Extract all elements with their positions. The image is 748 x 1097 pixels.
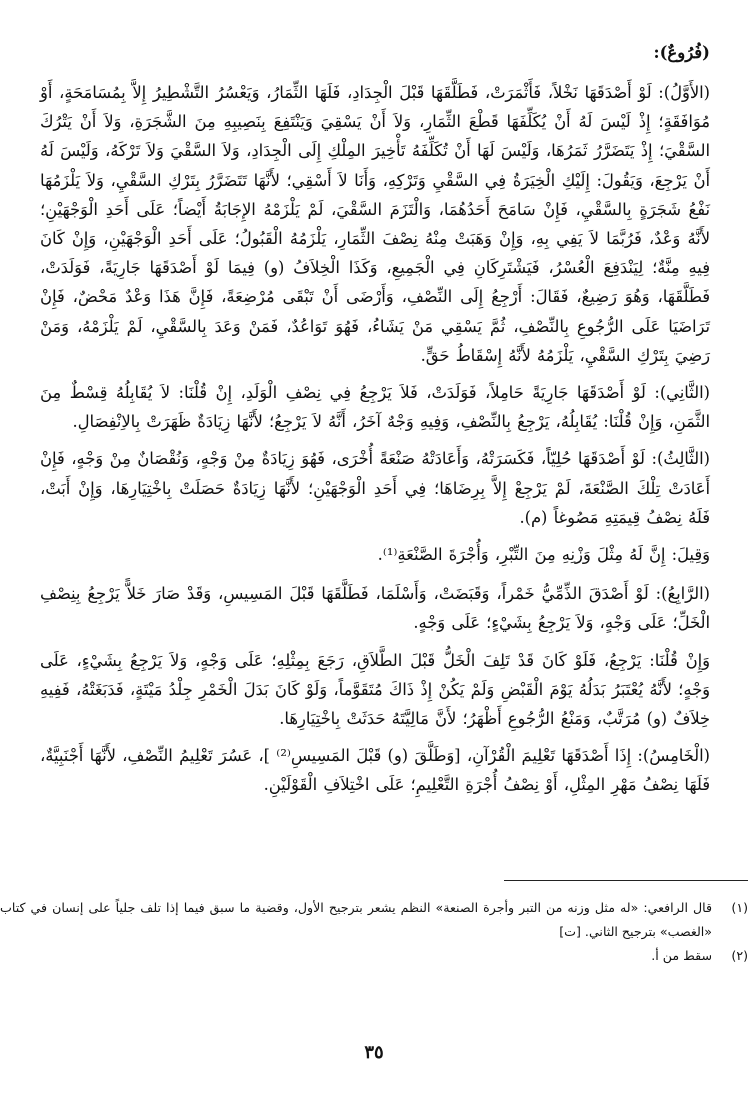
paragraph-third: (الثَّالِثُ): لَوْ أَصْدَقَهَا حُلِيّاً، فَكَسَرَتْهُ، وَأَعَادَتْهُ صَنْعَةً أُخْرَى، فَهُوَ زِيَادَةٌ مِنْ وَجْهٍ، وَنُقْصَانٌ مِنْ وَجْهٍ، فَإِنْ أَعَادَتْ تِلْكَ الصَّنْعَةَ، لَمْ يَرْجِعْ إِلاَّ بِرِضَاهَا؛ فِي أَحَدِ الْوَجْهَيْنِ؛ لأَنَّهَا زِيَادَةٌ حَصَلَتْ بِاخْتِيَارِهَا، وَإِنْ أَبَتْ، فَلَهُ نِصْفُ قِيمَتِهِ مَصُوغاً (م). bbox=[40, 449, 710, 527]
paragraph-third-note: وَقِيلَ: إِنَّ لَهُ مِثْلَ وَزْنِهِ مِنَ التِّبْرِ، وَأُجْرَةَ الصَّنْعَةِ⁽¹⁾. bbox=[377, 545, 710, 565]
footnote-item bbox=[0, 944, 748, 968]
paragraph-fourth-continued: وَإِنْ قُلْنَا: يَرْجِعُ، فَلَوْ كَانَ قَدْ تَلِفَ الْخَلُّ قَبْلَ الطَّلاَقِ، رَجَعَ بِمِثْلِهِ؛ عَلَى وَجْهٍ، وَلاَ يَرْجِعُ بِشَيْءٍ، عَلَى وَجْهٍ؛ لأَنَّهُ يُعْتَبَرُ بَدَلُهُ يَوْمَ الْقَبْضِ وَلَمْ يَكُنْ إِذْ ذَاكَ مُتَقَوَّماً، وَلَوْ كَانَ بَدَلَ الْخَمْرِ جِلْدُ مَيْتَةٍ، فَدَبَغَتْهُ، فَفِيهِ خِلاَفٌ (و) مُرَتَّبٌ، وَمَنْعُ الرُّجُوعِ أَظْهَرُ؛ لأَنَّ مَالِيَّتَهُ حَدَثَتْ بِاخْتِيَارِهَا. bbox=[40, 650, 710, 729]
paragraph-second: (الثَّانِي): لَوْ أَصْدَقَهَا جَارِيَةً حَامِلاً، فَوَلَدَتْ، فَلاَ يَرْجِعُ فِي نِصْفِ الْوَلَدِ، إِنْ قُلْنَا: لاَ يُقَابِلُهُ قِسْطٌ مِنَ الثَّمَنِ، وَإِنْ قُلْنَا: يُقَابِلُهُ، يَرْجِعُ بِالنِّصْفِ، وَفِيهِ وَجْهٌ آخَرُ، أَنَّهُ لاَ يَرْجِعُ؛ لأَنَّهَا زِيَادَةٌ ظَهَرَتْ بِالاِنْفِصَالِ. bbox=[40, 383, 710, 432]
footnote-text: قال الرافعي: «له مثل وزنه من التبر وأجرة الصنعة» النظم يشعر بترجيح الأول، وقضية ما سبق فيما إذا تلف جلياً على إنسان في كتاب «الغصب» بترجيح الثاني. [ت] bbox=[0, 900, 712, 939]
section-heading: (فُرُوعٌ): bbox=[653, 43, 710, 62]
paragraph-fifth: (الْخَامِسُ): إِذَا أَصْدَقَهَا تَعْلِيمَ الْقُرْآنِ، [وَطَلَّقَ (و) قَبْلَ المَسِيسِ⁽²⁾ ]، عَسُرَ تَعْلِيمُ النِّصْفِ، لأَنَّهَا أَجْنَبِيَّةٌ، فَلَهَا نِصْفُ مَهْرِ المِثْلِ، أَوْ نِصْفُ أُجْرَةِ التَّعْلِيمِ؛ عَلَى اخْتِلاَفِ الْقَوْلَيْنِ. bbox=[40, 746, 711, 795]
paragraph-fourth: (الرَّابِعُ): لَوْ أَصْدَقَ الذِّمِّيُّ خَمْراً، وَقَبَضَتْ، وَأَسْلَمَا، فَطَلَّقَهَا قَبْلَ المَسِيسِ، وَقَدْ صَارَ خَلاًّ يَرْجِعُ بِنِصْفِ الْخَلِّ؛ عَلَى وَجْهٍ، وَلاَ يَرْجِعُ بِشَيْءٍ؛ عَلَى وَجْهٍ. bbox=[40, 584, 710, 633]
footnote-item bbox=[0, 896, 748, 944]
footnote-divider bbox=[504, 880, 748, 881]
footnote-number: (١) bbox=[731, 900, 748, 915]
paragraph-first: (الأَوَّلُ): لَوْ أَصْدَقَهَا نَخْلاً، فَأَثْمَرَتْ، فَطَلَّقَهَا قَبْلَ الْجِدَادِ، فَلَهَا الثِّمَارُ، وَيَعْسُرُ التَّشْطِيرُ إِلاَّ بِمُسَامَحَةٍ، أَوْ مُوَافَقَةٍ؛ إِذْ لَيْسَ لَهُ أَنْ يُكَلِّفَهَا قَطْعَ الثِّمَارِ، وَلاَ أَنْ يَسْقِيَ وَيَنْتَفِعَ بِنَصِيبِهِ مِنَ الشَّجَرَةِ، وَلاَ أَنْ يَتْرُكَ السَّقْيَ؛ إِذْ يَتَضَرَّرُ ثَمَرُهَا، وَلَيْسَ لَهَا أَنْ تُكَلِّفَهُ تَأْخِيرَ المِلْكِ إِلَى الْجِدَادِ، وَلاَ السَّقْيَ وَلاَ تَرْكَهُ، وَلَيْسَ لَهُ أَنْ يَرْجِعَ، وَيَقُولَ: إِلَيْكِ الْخِيَرَةُ فِي السَّقْيِ وَتَرْكِهِ، وَأَنَا لاَ أَسْقِي؛ لأَنَّهَا تَتَضَرَّرُ بِتَرْكِ السَّقْيِ، وَلاَ يَلْزَمُهَا نَفْعُ شَجَرَةٍ بِالسَّقْيِ، فَإِنْ سَامَحَ أَحَدُهُمَا، وَالْتَزَمَ السَّقْيَ، لَمْ يَلْزَمْهُ الإِجَابَةُ أَيْضاً؛ عَلَى أَحَدِ الْوَجْهَيْنِ؛ لأَنَّهُ وَعْدٌ، فَرُبَّمَا لاَ يَفِي بِهِ، وَإِنْ وَهَبَتْ مِنْهُ نِصْفَ الثِّمَارِ، يَلْزَمُهُ الْقَبُولُ؛ عَلَى أَحَدِ الْوَجْهَيْنِ، وَإِنْ كَانَ فِيهِ مِنَّةٌ؛ لِيَنْدَفِعَ الْعُسْرُ، فَيَشْتَرِكَانِ فِي الْجَمِيعِ، وَكَذَا الْخِلاَفُ (و) فِيمَا لَوْ أَصْدَقَهَا جَارِيَةً، فَوَلَدَتْ، فَطَلَّقَهَا، وَهُوَ رَضِيعٌ، فَقَالَ: أَرْجِعُ إِلَى النِّصْفِ، وَأَرْضَى أَنْ تَبْقَى مُرْضِعَةً، فَإِنَّ هَذَا وَعْدٌ مَحْضٌ، فَإِنْ تَرَاضَيَا عَلَى الرُّجُوعِ بِالنِّصْفِ، ثُمَّ يَسْقِي مَنْ يَشَاءُ، فَهُوَ تَوَاعُدٌ، فَمَنْ وَعَدَ بِالسَّقْيِ، لَمْ يَلْزَمْهُ، وَمَنْ رَضِيَ بِتَرْكِ السَّقْيِ، يَلْزَمُهُ لأَنَّهُ إِسْقَاطُ حَقٍّ. bbox=[40, 83, 710, 365]
page-number: ٣٥ bbox=[364, 1042, 384, 1063]
footnotes-block bbox=[0, 896, 748, 968]
footnote-text: سقط من أ. bbox=[651, 948, 712, 963]
footnote-number: (٢) bbox=[731, 948, 748, 963]
